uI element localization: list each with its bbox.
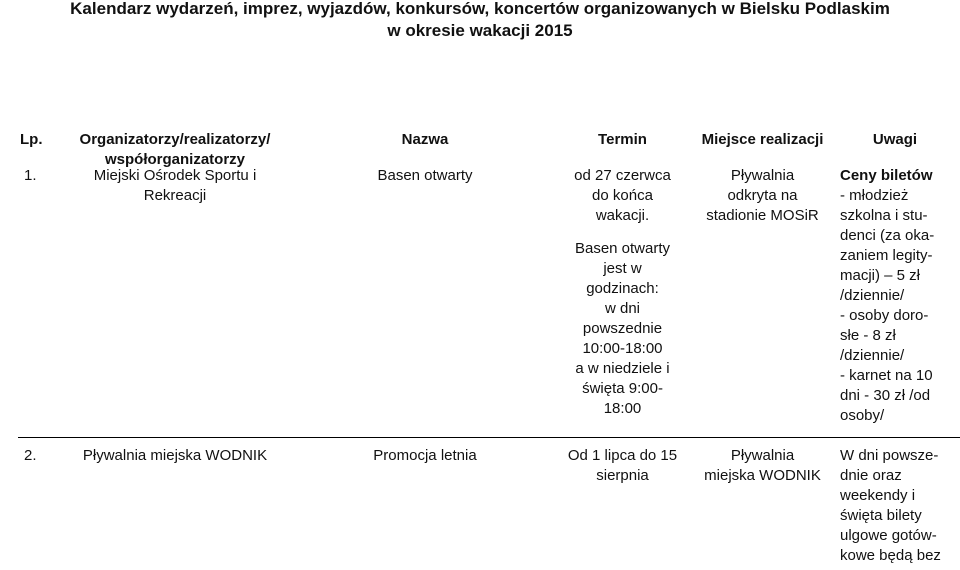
row-1-place: Pływalnia odkryta na stadionie MOSiR	[706, 167, 819, 224]
header-place: Miejsce realizacji	[701, 131, 824, 148]
header-name: Nazwa	[401, 131, 449, 148]
row-2-organizer: Pływalnia miejska WODNIK	[82, 447, 268, 464]
row-1-organizer: Miejski Ośrodek Sportu i Rekreacji	[93, 167, 257, 204]
row-1-name: Basen otwarty	[377, 167, 473, 184]
row-1-lp: 1.	[24, 167, 37, 184]
header-notes: Uwagi	[872, 131, 918, 148]
row-2-name: Promocja letnia	[373, 447, 477, 464]
row-2-notes: W dni powsze- dnie oraz weekendy i święta bilety ulgowe gotów- kowe będą bez	[840, 447, 941, 564]
title-line-2: w okresie wakacji 2015	[387, 21, 573, 40]
header-lp: Lp.	[20, 131, 43, 148]
row-2-lp: 2.	[24, 447, 37, 464]
row-separator	[18, 437, 960, 438]
header-organizer: Organizatorzy/realizatorzy/ współorganizatorzy	[79, 131, 271, 168]
row-2-term: Od 1 lipca do 15 sierpnia	[567, 447, 678, 484]
title-line-1: Kalendarz wydarzeń, imprez, wyjazdów, konkursów, koncertów organizowanych w Bielsku Podlaskim	[70, 0, 890, 18]
row-1-notes: Ceny biletów - młodzież szkolna i stu- denci (za oka- zaniem legity- macji) – 5 zł /dziennie/ - osoby doro- słe - 8 zł /dziennie/ - karnet na 10 dni - 30 zł /od osoby/	[840, 167, 935, 424]
row-1-term: od 27 czerwca do końca wakacji. Basen otwarty jest w godzinach: w dni powszednie 10:00-18:00 a w niedziele i święta 9:00- 18:00	[574, 167, 671, 417]
header-term: Termin	[598, 131, 647, 148]
row-2-place: Pływalnia miejska WODNIK	[704, 447, 821, 484]
